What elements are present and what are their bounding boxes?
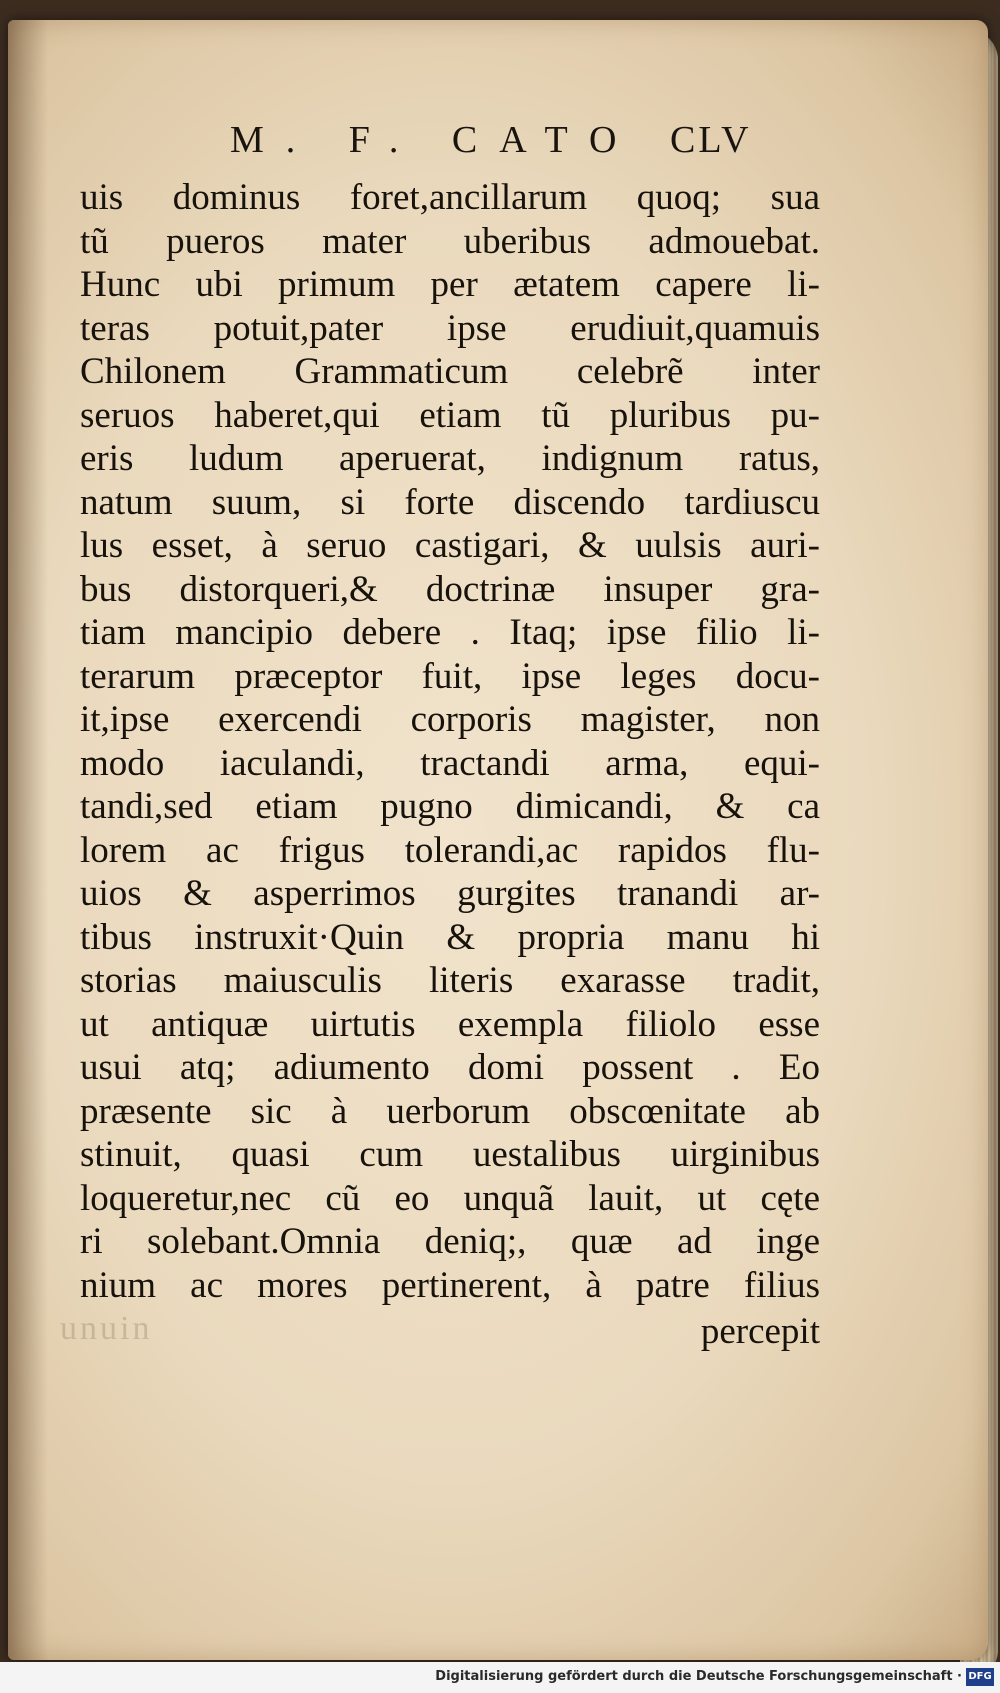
gutter-shadow	[8, 20, 48, 1660]
text-line: tandi,sed etiam pugno dimicandi, & ca	[80, 786, 820, 827]
text-line: modo iaculandi, tractandi arma, equi-	[80, 742, 820, 784]
text-line: terarum præceptor fuit, ipse leges docu-	[80, 655, 820, 697]
funding-note: Digitalisierung gefördert durch die Deutsche Forschungsgemeinschaft ·	[435, 1669, 962, 1684]
dfg-logo: DFG	[966, 1668, 994, 1686]
text-line: nium ac mores pertinerent, à patre filius	[80, 1264, 820, 1306]
text-line: Hunc ubi primum per ætatem capere li-	[80, 264, 820, 305]
text-line: tũ pueros mater uberibus admouebat.	[80, 220, 820, 262]
bleed-through-text: unuin	[60, 1310, 153, 1347]
text-line: uios & asperrimos gurgites tranandi ar-	[80, 873, 820, 914]
text-line: lorem ac frigus tolerandi,ac rapidos flu-	[80, 829, 820, 871]
text-line: eris ludum aperuerat, indignum ratus,	[80, 438, 820, 479]
text-line: Chilonem Grammaticum celebrẽ inter	[80, 351, 820, 392]
text-line: natum suum, si forte discendo tardiuscu	[80, 481, 820, 523]
text-line: ut antiquæ uirtutis exempla filiolo esse	[80, 1003, 820, 1045]
footer-bar	[0, 1662, 1000, 1693]
text-line: ri solebant.Omnia deniq;, quæ ad inge	[80, 1221, 820, 1262]
text-line: lus esset, à seruo castigari, & uulsis auri-	[80, 525, 820, 566]
text-line: uis dominus foret,ancillarum quoq; sua	[80, 177, 820, 218]
text-line: usui atq; adiumento domi possent . Eo	[80, 1047, 820, 1088]
text-line: præsente sic à uerborum obscœnitate ab	[80, 1090, 820, 1132]
body-text	[80, 176, 820, 1307]
text-line: tiam mancipio debere . Itaq; ipse filio li-	[80, 612, 820, 653]
text-line: loqueretur,nec cũ eo unquã lauit, ut cęte	[80, 1177, 820, 1219]
text-line: storias maiusculis literis exarasse tradit,	[80, 960, 820, 1001]
text-line: bus distorqueri,& doctrinæ insuper gra-	[80, 568, 820, 610]
page-header	[230, 118, 810, 178]
text-line: tibus instruxit·Quin & propria manu hi	[80, 916, 820, 958]
text-line: seruos haberet,qui etiam tũ pluribus pu-	[80, 394, 820, 436]
text-line: stinuit, quasi cum uestalibus uirginibus	[80, 1134, 820, 1175]
text-line: it,ipse exercendi corporis magister, non	[80, 699, 820, 740]
folio-number: CLV	[670, 119, 752, 161]
running-title: M. F. CATO	[230, 119, 639, 161]
catchword: percepit	[700, 1311, 820, 1352]
text-line: teras potuit,pater ipse erudiuit,quamuis	[80, 307, 820, 349]
